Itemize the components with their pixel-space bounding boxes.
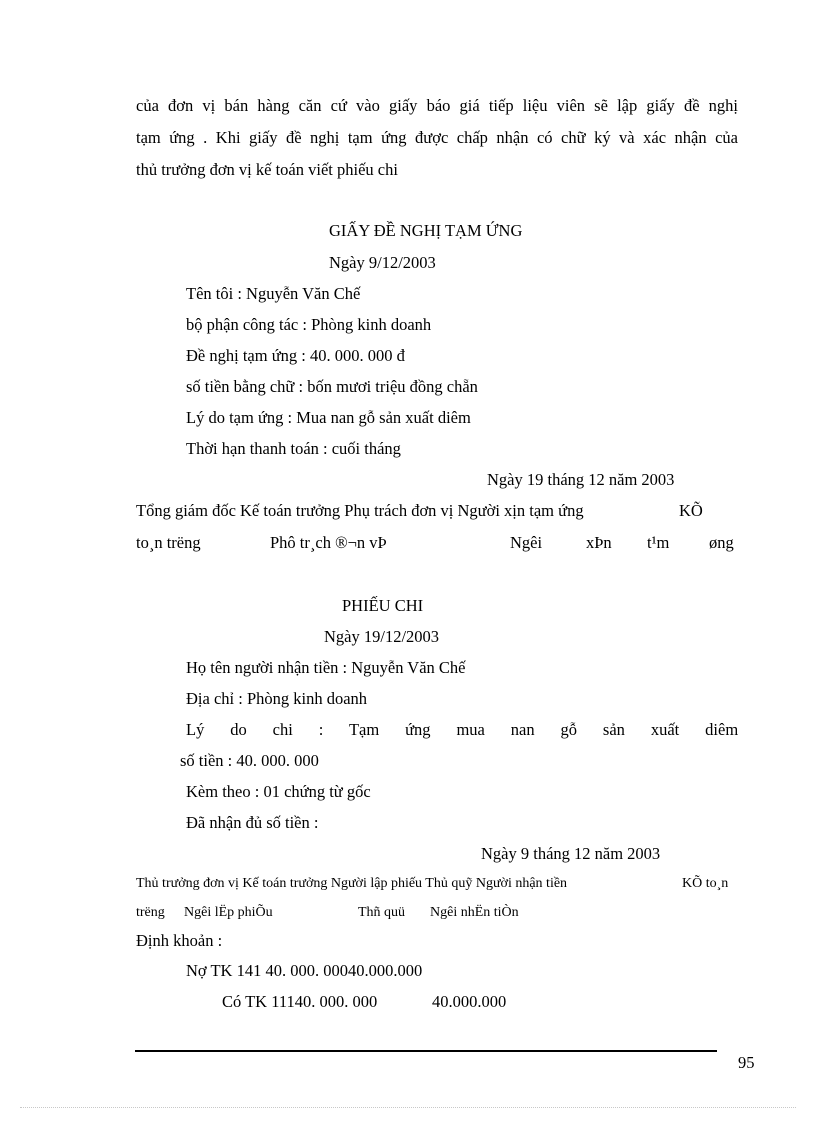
voucher-garbled-2: trëng (136, 905, 165, 920)
voucher-date: Ngày 19/12/2003 (324, 627, 440, 646)
voucher-garbled-4: Thñ quü (358, 905, 406, 920)
request-amount-words: số tiền bằng chữ : bốn mươi triệu đồng chẵn (186, 377, 478, 396)
voucher-title: PHIẾU CHI (342, 596, 424, 615)
voucher-reason-word: ứng (405, 720, 431, 739)
request-garbled-6: t¹m (647, 533, 670, 552)
accounting-label: Định khoản : (136, 931, 223, 950)
request-amount: Đề nghị tạm ứng : 40. 000. 000 đ (186, 346, 405, 365)
request-garbled-2: to¸n trëng (136, 533, 201, 552)
request-garbled-5: xÞn (586, 533, 612, 552)
voucher-reason-word: chi (272, 720, 293, 739)
voucher-reason-word: : (318, 720, 324, 739)
voucher-reason-word: Lý (186, 720, 205, 739)
voucher-attached: Kèm theo : 01 chứng từ gốc (186, 782, 371, 801)
request-garbled-7: øng (709, 533, 734, 552)
voucher-reason-word: Tạm (348, 720, 380, 739)
intro-line-1: của đơn vị bán hàng căn cứ vào giấy báo giá tiếp liệu viên sẽ lập giấy đề nghị (136, 96, 738, 115)
voucher-sign-date: Ngày 9 tháng 12 năm 2003 (481, 844, 661, 863)
voucher-garbled-3: Ngêi lËp phiÕu (184, 905, 273, 920)
accounting-credit-value: 40.000.000 (432, 992, 507, 1011)
voucher-address: Địa chỉ : Phòng kinh doanh (186, 689, 368, 708)
voucher-reason (186, 720, 738, 740)
voucher-reason-word: mua (456, 720, 485, 739)
page-bottom-dotted-line (20, 1107, 796, 1108)
voucher-recipient: Họ tên người nhận tiền : Nguyễn Văn Chế (186, 658, 466, 677)
intro-line-2: tạm ứng . Khi giấy đề nghị tạm ứng được chấp nhận có chữ ký và xác nhận của (136, 128, 738, 147)
intro-line-3: thủ trưởng đơn vị kế toán viết phiếu chi (136, 160, 398, 179)
voucher-reason-word: diêm (705, 720, 739, 739)
request-garbled-4: Ngêi (510, 533, 543, 552)
voucher-received: Đã nhận đủ số tiền : (186, 813, 319, 832)
voucher-signers: Thủ trưởng đơn vị Kế toán trưởng Người lập phiếu Thủ quỹ Người nhận tiền (136, 876, 568, 891)
request-reason: Lý do tạm ứng : Mua nan gỗ sản xuất diêm (186, 408, 471, 427)
request-name: Tên tôi : Nguyễn Văn Chế (186, 284, 361, 303)
request-garbled-3: Phô tr¸ch ®¬n vÞ (270, 533, 387, 552)
request-garbled-1: KÕ (679, 501, 703, 520)
accounting-credit-account: Có TK 11140. 000. 000 (222, 992, 378, 1011)
request-department: bộ phận công tác : Phòng kinh doanh (186, 315, 432, 334)
request-title: GIẤY ĐỀ NGHỊ TẠM ỨNG (329, 221, 523, 240)
voucher-amount: số tiền : 40. 000. 000 (180, 751, 319, 770)
request-sign-date: Ngày 19 tháng 12 năm 2003 (487, 470, 675, 489)
voucher-reason-word: sản (602, 720, 625, 739)
voucher-reason-word: xuất (650, 720, 680, 739)
accounting-debit: Nợ TK 141 40. 000. 00040.000.000 (186, 961, 423, 980)
footer-rule (135, 1050, 717, 1052)
voucher-garbled-1: KÕ to¸n (682, 876, 729, 891)
request-term: Thời hạn thanh toán : cuối tháng (186, 439, 401, 458)
request-signers: Tổng giám đốc Kế toán trưởng Phụ trách đơn vị Người xịn tạm ứng (136, 501, 584, 520)
voucher-reason-word: nan (510, 720, 535, 739)
request-date: Ngày 9/12/2003 (329, 253, 436, 272)
voucher-garbled-5: Ngêi nhËn tiÒn (430, 905, 519, 920)
voucher-reason-word: gỗ (560, 720, 578, 739)
voucher-reason-word: do (230, 720, 247, 739)
page-number: 95 (738, 1053, 755, 1072)
